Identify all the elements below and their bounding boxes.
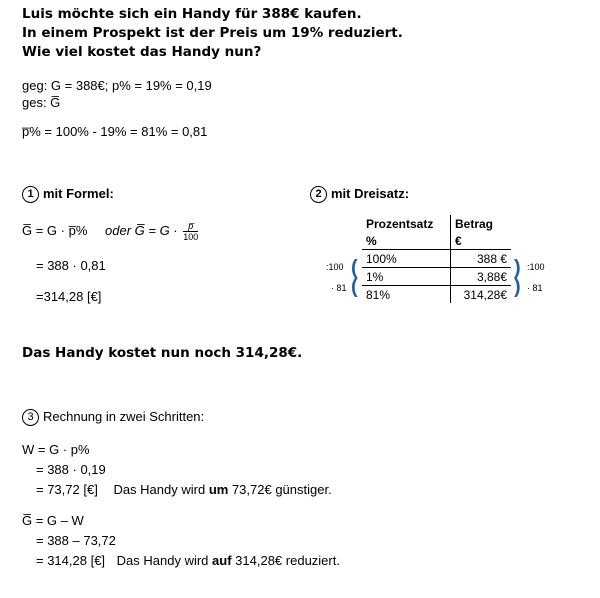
- task-line-3: Wie viel kostet das Handy nun?: [22, 44, 262, 60]
- formel-eq1: [22, 221, 198, 242]
- row-pct: 81%: [362, 286, 451, 304]
- header-betrag: Betrag: [455, 216, 494, 231]
- table-row: [362, 250, 511, 268]
- formel-eq1-main: G̅ = G · p̅%: [22, 222, 88, 238]
- sought-line: ges: G̅: [22, 95, 61, 110]
- right-brace-icon: ): [514, 276, 521, 298]
- left-brace-icon: (: [351, 276, 358, 298]
- task-line-2: In einem Prospekt ist der Preis um 19% reduziert.: [22, 25, 403, 41]
- g-eq3: [36, 553, 340, 568]
- g-eq3-bold: auf: [212, 553, 232, 568]
- row-pct: 1%: [362, 268, 451, 286]
- dreisatz-table: [362, 215, 511, 303]
- header-euro-unit: €: [455, 233, 462, 248]
- number-circle: 3: [22, 409, 39, 426]
- left-brace-icon: (: [351, 257, 358, 279]
- g-eq3-text-pre: Das Handy wird: [116, 553, 209, 568]
- header-percent-unit: %: [362, 232, 451, 250]
- w-eq3-value: = 73,72 [€]: [36, 482, 98, 497]
- formel-eq3: =314,28 [€]: [36, 289, 102, 304]
- left-op-multiply: · 81: [331, 283, 347, 293]
- right-brace-icon: ): [514, 257, 521, 279]
- formel-eq2: = 388 · 0,81: [36, 258, 106, 273]
- w-eq3-text-post: 73,72€ günstiger.: [231, 482, 332, 497]
- table-row: [362, 268, 511, 286]
- dreisatz-section-title: [310, 186, 409, 203]
- dreisatz-title: mit Dreisatz:: [331, 186, 410, 201]
- zwei-schritte-title: Rechnung in zwei Schritten:: [43, 409, 205, 424]
- row-pct: 100%: [362, 250, 451, 268]
- w-eq2: = 388 · 0,19: [36, 462, 106, 477]
- formel-title: mit Formel:: [43, 186, 114, 201]
- w-eq1: W = G · p%: [22, 442, 90, 457]
- pbar-line: p̅% = 100% - 19% = 81% = 0,81: [22, 124, 208, 139]
- number-circle: 2: [310, 186, 327, 203]
- right-op-multiply: · 81: [527, 283, 543, 293]
- fraction: [183, 221, 198, 242]
- w-eq3: [36, 482, 332, 497]
- task-line-1: Luis möchte sich ein Handy für 388€ kaufen.: [22, 6, 362, 22]
- g-eq2: = 388 – 73,72: [36, 533, 116, 548]
- row-val: 314,28€: [451, 286, 512, 304]
- g-eq3-value: = 314,28 [€]: [36, 553, 106, 568]
- left-op-divide: :100: [326, 262, 344, 272]
- given-line: geg: G = 388€; p% = 19% = 0,19: [22, 78, 212, 93]
- zwei-schritte-section-title: [22, 409, 204, 426]
- w-eq3-text-pre: Das Handy wird: [113, 482, 206, 497]
- header-prozentsatz: Prozentsatz: [362, 215, 451, 232]
- table-row: [362, 286, 511, 304]
- row-val: 3,88€: [451, 268, 512, 286]
- answer-line: Das Handy kostet nun noch 314,28€.: [22, 345, 303, 361]
- formel-section-title: [22, 186, 114, 203]
- fraction-denominator: 100: [183, 232, 199, 242]
- formel-eq1-alt: oder G̅ = G ·: [105, 222, 178, 238]
- g-eq3-text-post: 314,28€ reduziert.: [235, 553, 340, 568]
- row-val: 388 €: [451, 250, 512, 268]
- fraction-numerator: p̅: [183, 221, 198, 232]
- w-eq3-bold: um: [208, 482, 229, 497]
- right-op-divide: :100: [527, 262, 545, 272]
- g-eq1: G̅ = G – W: [22, 513, 84, 528]
- number-circle: 1: [22, 186, 39, 203]
